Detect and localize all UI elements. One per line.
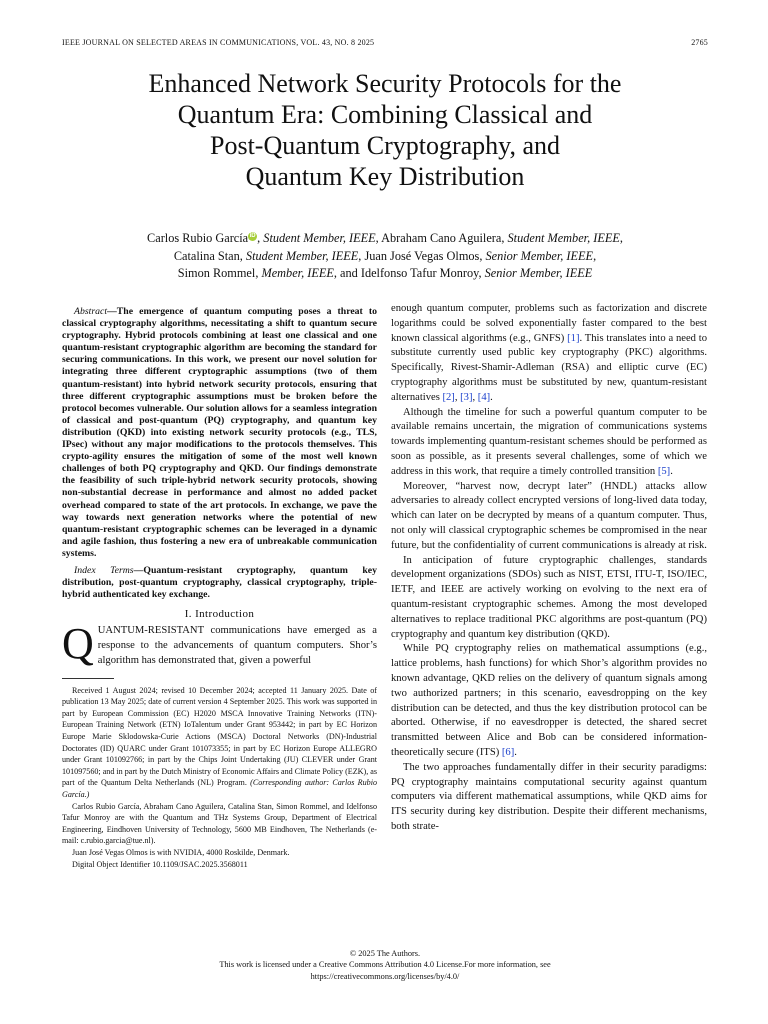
author-name: Simon Rommel — [177, 266, 256, 280]
drop-cap: Q — [62, 619, 94, 669]
footnote-affiliation: Carlos Rubio García, Abraham Cano Aguilera, Catalina Stan, Simon Rommel, and Idelfonso Tafur Monroy are with the Quantum and THz Systems Group, Department of Electrical Engineering, Eindhoven University of Technology, 5600 MB Eindhoven, The Netherlands (e-mail: c.rubio.garcia@tue.nl). — [62, 801, 377, 846]
license-footer — [62, 948, 708, 982]
body-paragraph — [391, 642, 707, 760]
author-name: Carlos Rubio García — [147, 231, 249, 245]
corresponding-author: (Corresponding author: Carlos Rubio García.) — [62, 778, 377, 799]
author-role: Student Member, IEEE — [245, 248, 359, 263]
body-paragraph: Moreover, “harvest now, decrypt later” (HNDL) attacks allow adversaries to already collect encrypted versions of long-lived data today, which can later on be decrypted by means of a quantum computer. Thus, not only will classical cryptographic schemes be compromised in the near future, but the confidentiality of current communications is already at risk. — [391, 480, 707, 551]
title-line: Quantum Key Distribution — [245, 162, 525, 191]
body-text: , — [472, 391, 478, 403]
citation-link[interactable]: [3] — [460, 391, 473, 403]
citation-link[interactable]: [1] — [567, 332, 580, 344]
author-role: Senior Member, IEEE — [484, 266, 593, 280]
body-paragraph: The two approaches fundamentally differ in their security paradigms: PQ cryptography maintains computational security against quantum computers via different mathematical assumptions, while QKD aims for ITS security during key distribution. Despite their different mechanisms, both strate- — [391, 761, 707, 832]
left-column — [62, 306, 377, 870]
abstract — [62, 306, 377, 560]
author-list: Carlos Rubio García iD , Student Member, IEEE, Abraham Cano Aguilera, Student Member, IEEE, Catalina Stan, Student Member, IEEE, Juan José Vegas Olmos, Senior Member, IEEE, Simon Rommel, Member, IEEE, and Idelfonso Tafur Monroy, Senior Member, IEEE — [147, 231, 623, 280]
intro-text: UANTUM-RESISTANT communications have emerged as a response to the advancements of quantum computers. Shor’s algorithm has demonstrated that, given a powerful — [97, 625, 377, 666]
author-name: Idelfonso Tafur Monroy — [360, 266, 479, 280]
citation-link[interactable]: [4] — [477, 391, 491, 403]
body-text: While PQ cryptography relies on mathematical assumptions (e.g., lattice problems, hash functions) for which Shor’s algorithm provides no known advantage, QKD relies on the delivery of quantum signals among two authorized partners; in this scenario, eavesdropping on the key distribution can be detected, and thus the key distribution protocol can be aborted. Otherwise, if no eavesdropper is detected, the shared secret transmitted between Alice and Bob can be considered information-theoretically secure (ITS) — [391, 643, 707, 758]
citation-link[interactable]: [5] — [657, 465, 671, 477]
section-heading: I. Introduction — [184, 608, 255, 621]
author-name: Catalina Stan — [173, 248, 240, 263]
title-line: Enhanced Network Security Protocols for the — [148, 69, 622, 98]
footnote-affiliation: Juan José Vegas Olmos is with NVIDIA, 4000 Roskilde, Denmark. — [72, 847, 290, 857]
body-paragraph — [391, 302, 707, 406]
index-terms-text: —Quantum-resistant cryptography, quantum key distribution, post-quantum cryptography, classical cryptography, triple-hybrid authenticated key exchange. — [62, 564, 377, 601]
orcid-icon[interactable]: iD — [249, 233, 256, 239]
author-name: Abraham Cano Aguilera — [381, 231, 502, 245]
citation-link[interactable]: [2] — [442, 391, 455, 403]
abstract-text: —The emergence of quantum computing poses a threat to classical cryptography algorithms, necessitating a shift to quantum secure cryptography. Hybrid protocols combining at least one classical and one quantum-resistant cryptographic algorithm are becoming the standard for securing communications. In this work, we present our novel solution for integrating three different cryptographic assumptions (two of them quantum-resistant) into hybrid network security protocols, ensuring that three different cryptographic assumptions must be broken before the protocol becomes vulnerable. Our solution allows for a seamless integration of classical and post-quantum (PQ) cryptography, and quantum key distribution (QKD) into existing network security protocols (e.g., TLS, IPsec) without any major modifications to the protocols themselves. This crypto-agility ensures the mitigation of some of the most well known challenges of both PQ cryptography and QKD. Our findings demonstrate the feasibility of such triple-hybrid network security protocols, showing non-substantial decrease in performance and almost no added packet overhead compared to state of the art protocols. In exchange, we pave the way towards next generation networks where the potential of new quantum-resistant cryptographic schemes can be leveraged in a dynamic and agile fashion, thus fostering a new era of unbreakable communication systems. — [62, 306, 377, 559]
author-role: Student Member, IEEE — [507, 231, 620, 245]
body-text: . — [490, 391, 493, 403]
author-role: Senior Member, IEEE — [485, 248, 594, 263]
footnote-divider — [62, 678, 114, 679]
paper-title — [60, 68, 710, 192]
footnote-doi: Digital Object Identifier 10.1109/JSAC.2025.3568011 — [72, 859, 248, 869]
author-role: Student Member, IEEE — [263, 231, 376, 245]
body-text: Although the timeline for such a powerful quantum computer to be available remains uncertain, the migration of communications systems towards implementing quantum-resistant schemes should be performed as soon as possible, as it presents several challenges, some of which we address in this work, that require a timely controlled transition — [391, 406, 707, 477]
index-terms — [62, 565, 377, 601]
body-paragraph — [391, 406, 707, 480]
right-column — [391, 302, 707, 835]
citation-link[interactable]: [6] — [501, 746, 515, 758]
body-text: . — [514, 746, 517, 758]
body-text: . This translates into a need to substitute currently used public key cryptography (PKC) algorithms. Specifically, Rivest-Shamir-Adleman (RSA) and elliptic curve (EC) cryptography algorithms must be substituted by new, quantum-resistant alternatives — [391, 332, 707, 403]
abstract-label: Abstract — [74, 306, 108, 317]
body-text: enough quantum computer, problems such as factorization and discrete logarithms could be solved exponentially faster compared to the best known classical algorithms (e.g., GNFS) — [391, 303, 707, 344]
body-text: . — [670, 465, 673, 477]
copyright: © 2025 The Authors. — [349, 949, 421, 958]
running-header — [62, 38, 708, 47]
author-name: Juan José Vegas Olmos — [364, 248, 480, 263]
body-text: , — [454, 391, 461, 403]
body-paragraph: In anticipation of future cryptographic challenges, standards development organizations (SDOs) such as NIST, ETSI, ITU-T, ISO/IEC, IETF, and IEEE are actively working on evolving to the next era of quantum-resistant cryptographic schemes. Among the most developed alternatives to replace traditional PKC algorithms are post-quantum (PQ) cryptography and quantum key distribution (QKD). — [391, 554, 707, 640]
journal-name: IEEE JOURNAL ON SELECTED AREAS IN COMMUNICATIONS, VOL. 43, NO. 8 2025 — [62, 38, 375, 47]
footnote-received — [62, 685, 377, 801]
index-terms-label: Index Terms — [74, 564, 134, 576]
intro-paragraph — [62, 619, 377, 669]
page-number: 2765 — [691, 38, 708, 47]
footnote-received-text: Received 1 August 2024; revised 10 December 2024; accepted 11 January 2025. Date of publication 13 May 2025; date of current version 4 September 2025. This work was supported in part by European Commission (EC) H2020 MSCA Innovative Training Networks (ITN)-European Training Network (ETN) IoTalentum under Grant 953442; in part by EC Horizon Europe Marie Sklodowska-Curie Actions (MSCA) Doctoral Networks (DN)-Industrial Doctorates (ID) QUARC under Grant 101073355; in part by EC Horizon Europe ALLEGRO under Grant 101092766; in part by the Chips Joint Undertaking (JU) CLEVER under Grant 101097560; and in part by the Dutch Ministry of Economic Affairs and Climate Policy (EZK), as part of the Quantum Delta Netherlands (NL) Program. — [62, 685, 377, 788]
title-line: Post-Quantum Cryptography, and — [210, 131, 560, 160]
title-line: Quantum Era: Combining Classical and — [177, 100, 593, 129]
author-role: Member, IEEE — [261, 266, 334, 280]
license-text: This work is licensed under a Creative Commons Attribution 4.0 License.For more information, see — [219, 960, 551, 970]
license-url[interactable]: https://creativecommons.org/licenses/by/4.0/ — [310, 971, 460, 981]
